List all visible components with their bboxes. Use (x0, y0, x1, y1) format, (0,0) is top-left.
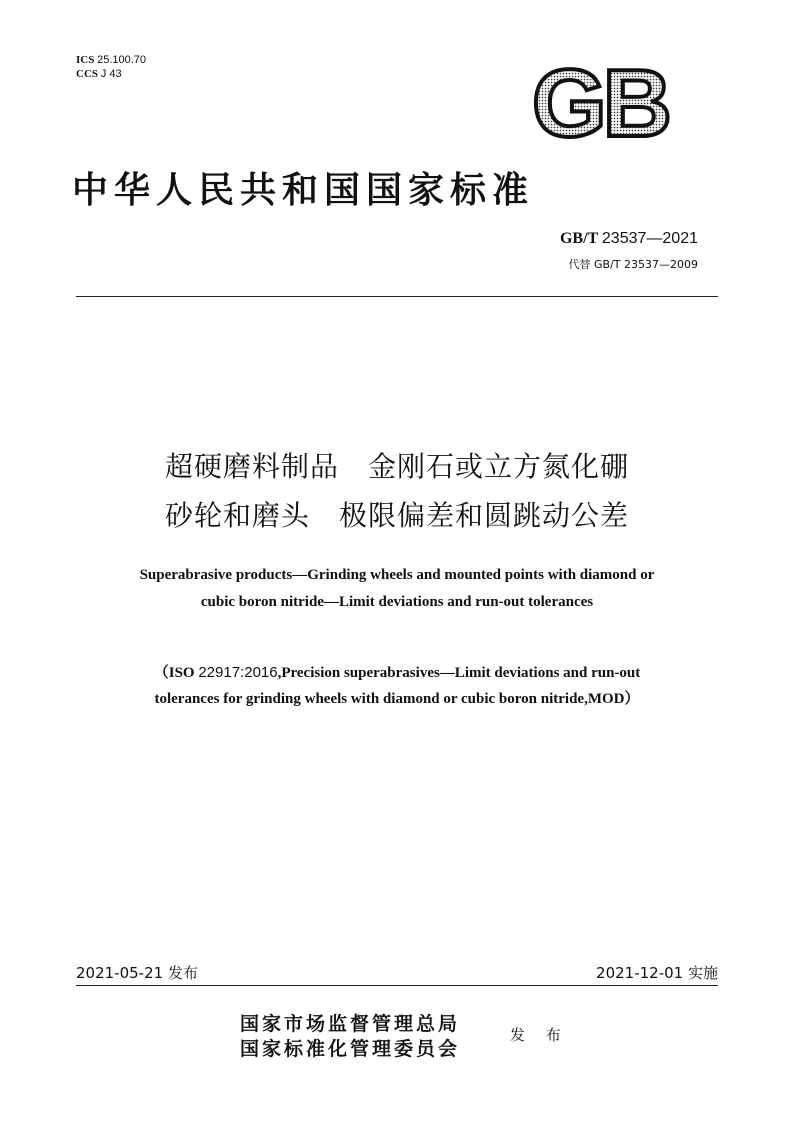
issue-date: 2021-05-21 发布 (76, 964, 198, 982)
replaces-standard: 代替 GB/T 23537—2009 (568, 258, 698, 271)
issuing-authorities (240, 1012, 460, 1062)
header-divider (76, 296, 718, 297)
iso-reference-line1: （ISO 22917:2016,Precision superabrasives—Limit deviations and run-out (153, 664, 641, 681)
ics-code: ICS 25.100.70 (76, 54, 147, 66)
gb-logo (520, 60, 680, 142)
title-cn-line2: 砂轮和磨头 极限偏差和圆跳动公差 (164, 499, 629, 532)
title-en-line2: cubic boron nitride—Limit deviations and run-out tolerances (200, 594, 594, 610)
title-en-line1: Superabrasive products—Grinding wheels and mounted points with diamond or (139, 567, 655, 583)
classification-codes (76, 53, 146, 81)
publish-label: 发 布 (510, 1026, 569, 1044)
footer-divider (76, 985, 718, 986)
iso-reference-line2: tolerances for grinding wheels with diamond or cubic boron nitride,MOD） (154, 691, 640, 707)
ccs-code: CCS J 43 (76, 68, 122, 80)
gb-logo-text: GB (532, 60, 668, 142)
implement-date: 2021-12-01 实施 (596, 964, 718, 982)
national-standard-title: 中华人民共和国国家标准 (72, 169, 535, 211)
standard-number: GB/T 23537—2021 (559, 230, 698, 247)
title-cn-line1: 超硬磨料制品 金刚石或立方氮化硼 (164, 450, 629, 483)
issuer-sac: 国家标准化管理委员会 (240, 1038, 461, 1060)
issuer-samr: 国家市场监督管理总局 (240, 1013, 461, 1035)
